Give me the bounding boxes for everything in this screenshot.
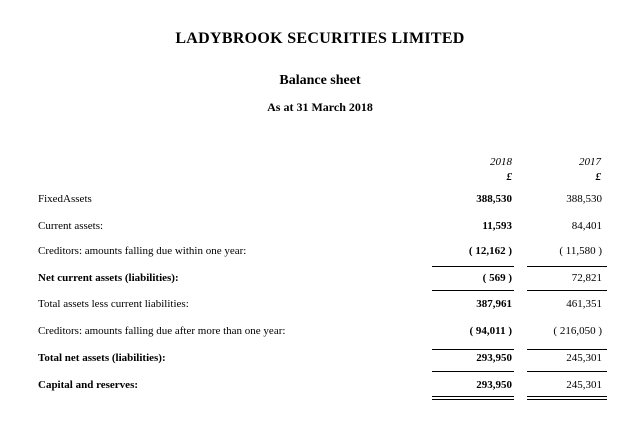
value-2018: ( 12,162 ) (468, 245, 512, 257)
column-header-2018: 2018 (490, 156, 512, 168)
value-2017: ( 11,580 ) (559, 245, 602, 257)
currency-2017: £ (595, 171, 601, 183)
double-underline-2018-bottom (432, 399, 514, 400)
underline-2018 (432, 266, 514, 267)
double-underline-2017-bottom (527, 399, 607, 400)
value-2017: 72,821 (571, 272, 602, 284)
underline-2018 (432, 290, 514, 291)
column-header-2017: 2017 (579, 156, 601, 168)
page-subtitle: As at 31 March 2018 (267, 100, 373, 114)
value-2017: 84,401 (571, 220, 602, 232)
value-2018: ( 94,011 ) (469, 325, 512, 337)
underline-2017 (527, 266, 607, 267)
underline-2018 (432, 349, 514, 350)
row-total-net-assets (0, 352, 640, 368)
row-net-current-assets (0, 272, 640, 288)
row-label: Total net assets (liabilities): (38, 352, 166, 364)
value-2018: 387,961 (476, 298, 512, 310)
company-name: LADYBROOK SECURITIES LIMITED (175, 30, 465, 47)
value-2018: 11,593 (482, 220, 512, 232)
row-label: FixedAssets (38, 193, 92, 205)
row-total-assets-less-current-liabilities (0, 298, 640, 314)
row-current-assets (0, 220, 640, 236)
value-2017: 245,301 (566, 352, 602, 364)
double-underline-2018-top (432, 396, 514, 397)
row-label: Current assets: (38, 220, 104, 232)
row-label: Creditors: amounts falling due after more than one year: (38, 325, 286, 337)
value-2018: 293,950 (476, 352, 512, 364)
value-2018: ( 569 ) (482, 272, 512, 284)
value-2017: 245,301 (566, 379, 602, 391)
row-capital-and-reserves (0, 379, 640, 395)
underline-2017 (527, 371, 607, 372)
underline-2017 (527, 290, 607, 291)
currency-2018: £ (506, 171, 512, 183)
value-2017: 388,530 (566, 193, 602, 205)
underline-2017 (527, 349, 607, 350)
row-creditors-within-year (0, 245, 640, 261)
row-label: Total assets less current liabilities: (38, 298, 189, 310)
value-2017: ( 216,050 ) (553, 325, 602, 337)
row-label: Creditors: amounts falling due within one year: (38, 245, 247, 257)
underline-2018 (432, 371, 514, 372)
row-label: Net current assets (liabilities): (38, 272, 179, 284)
row-label: Capital and reserves: (38, 379, 139, 391)
value-2018: 388,530 (476, 193, 512, 205)
row-creditors-after-year (0, 325, 640, 341)
page-title: Balance sheet (279, 73, 361, 88)
double-underline-2017-top (527, 396, 607, 397)
value-2018: 293,950 (476, 379, 512, 391)
value-2017: 461,351 (566, 298, 602, 310)
row-fixed-assets (0, 193, 640, 209)
